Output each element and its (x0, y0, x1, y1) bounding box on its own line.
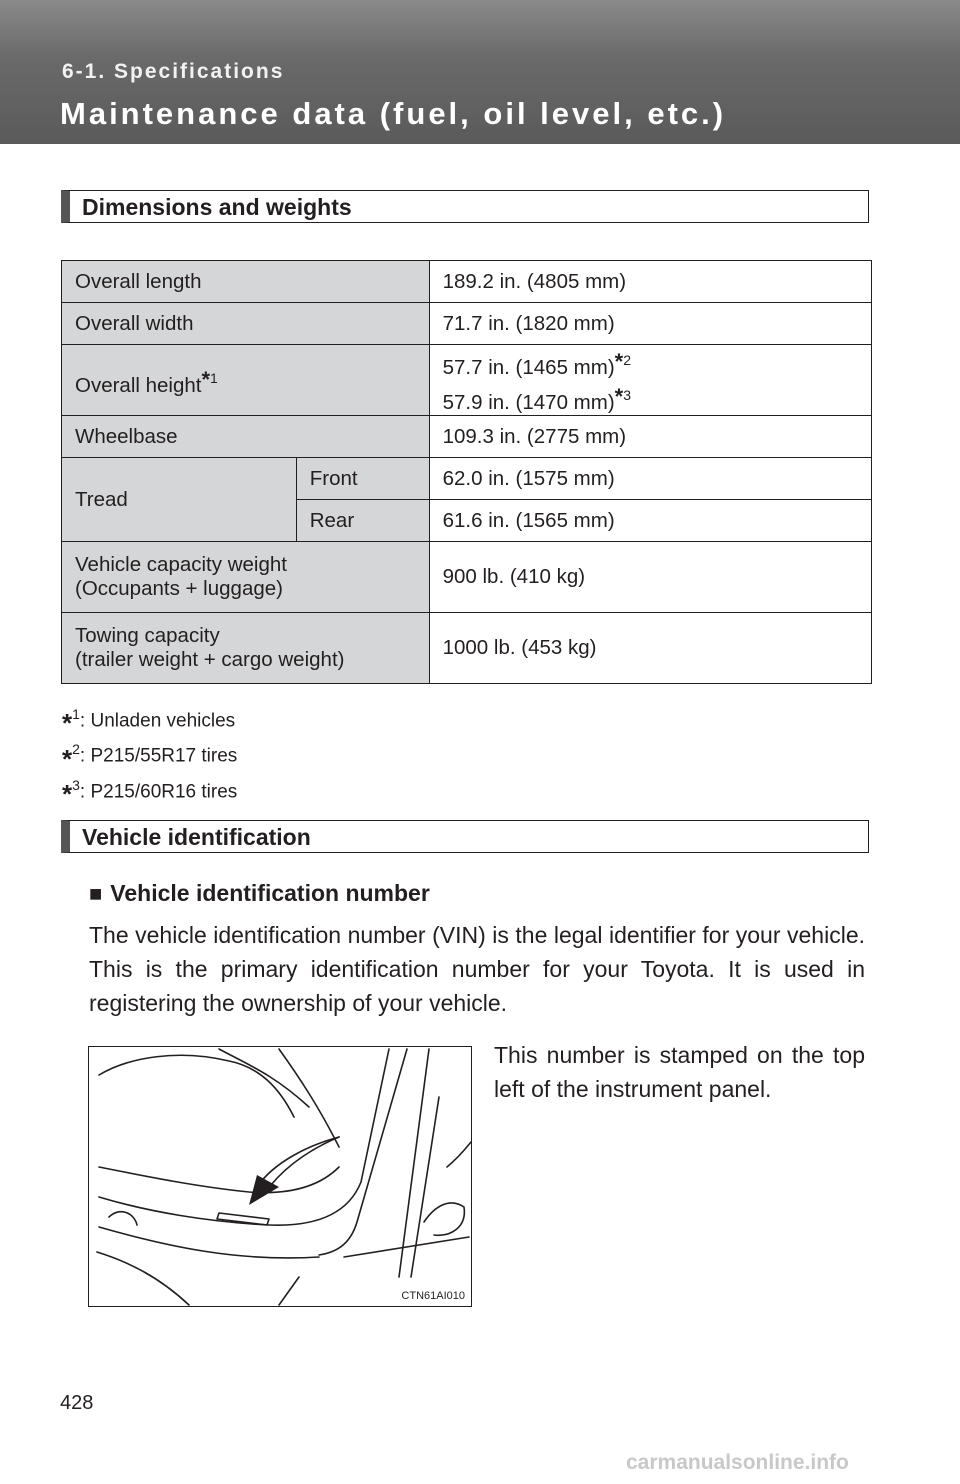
towing-label-cell (62, 613, 430, 684)
footnote-ref: 2 (623, 352, 632, 368)
dimensions-table (61, 260, 872, 684)
footnote: *$^3$: P215/60R16 tires (62, 776, 238, 809)
footnote: *$^1$: Unladen vehicles (62, 706, 236, 739)
section-label: 6-1. Specifications (62, 60, 285, 83)
dimensions-heading-bar (61, 190, 869, 223)
overall-height-label: Overall height (75, 373, 202, 397)
page-header (0, 0, 960, 144)
wheelbase-label: Wheelbase (62, 416, 430, 458)
capacity-label-line2: (Occupants + luggage) (75, 577, 283, 600)
vin-subheading (89, 880, 430, 907)
figure-code: CTN61AI010 (401, 1290, 465, 1302)
footnote-ref: 3 (623, 387, 632, 403)
vehicle-id-heading: Vehicle identification (82, 824, 311, 850)
capacity-label-cell (62, 542, 430, 613)
table-row (62, 303, 872, 345)
towing-label-line1: Towing capacity (75, 624, 220, 647)
footnotes (62, 700, 238, 809)
tread-rear-label: Rear (296, 500, 429, 542)
table-row (62, 458, 872, 500)
table-row (62, 542, 872, 613)
tread-rear-value: 61.6 in. (1565 mm) (429, 500, 871, 542)
towing-value: 1000 lb. (453 kg) (429, 613, 871, 684)
overall-height-value-2: 57.9 in. (1470 mm) (442, 391, 615, 414)
footnote-number: 2 (72, 741, 80, 758)
dashboard-drawing (89, 1047, 471, 1306)
overall-width-label: Overall width (62, 303, 430, 345)
page-title: Maintenance data (fuel, oil level, etc.) (60, 96, 727, 131)
vehicle-id-heading-bar (61, 820, 869, 853)
footnote-number: 1 (72, 706, 80, 722)
vin-subheading-text: Vehicle identification number (110, 880, 430, 906)
table-row (62, 416, 872, 458)
overall-height-value-1: 57.7 in. (1465 mm) (442, 356, 615, 379)
footnote-number: 3 (72, 776, 80, 793)
vin-location-illustration (88, 1046, 472, 1307)
tread-label: Tread (62, 458, 297, 542)
wheelbase-value: 109.3 in. (2775 mm) (429, 416, 871, 458)
watermark: carmanualsonline.info (626, 1451, 849, 1474)
overall-height-label-cell: Overall height$^{*1}$ (62, 345, 430, 416)
square-bullet-icon: ■ (89, 881, 103, 906)
table-row (62, 345, 872, 416)
footnote-text: : P215/55R17 tires (79, 745, 238, 767)
vin-paragraph: The vehicle identification number (VIN) is the legal identifier for your vehicle. This is the primary identification number for your Toyota. It is used in registering the ownership of your vehicle. (89, 922, 865, 1016)
vin-location-text: This number is stamped on the top left of the instrument panel. (494, 1042, 865, 1102)
page-number: 428 (60, 1392, 94, 1414)
overall-width-value: 71.7 in. (1820 mm) (429, 303, 871, 345)
footnote-text: : P215/60R16 tires (79, 780, 238, 802)
footnote-text: : Unladen vehicles (79, 710, 236, 732)
overall-length-value: 189.2 in. (4805 mm) (429, 261, 871, 303)
dimensions-heading: Dimensions and weights (82, 194, 352, 220)
overall-height-value-cell: 57.7 in. (1465 mm)$^{*2}$ 57.9 in. (1470 mm)$^{*3}$ (429, 345, 871, 416)
overall-length-label: Overall length (62, 261, 430, 303)
tread-front-label: Front (296, 458, 429, 500)
tread-front-value: 62.0 in. (1575 mm) (429, 458, 871, 500)
capacity-label-line1: Vehicle capacity weight (75, 553, 287, 576)
table-row (62, 261, 872, 303)
footnote-ref: 1 (210, 369, 218, 386)
towing-label-line2: (trailer weight + cargo weight) (75, 648, 345, 671)
capacity-value: 900 lb. (410 kg) (429, 542, 871, 613)
table-row (62, 613, 872, 684)
footnote: *$^2$: P215/55R17 tires (62, 741, 238, 774)
